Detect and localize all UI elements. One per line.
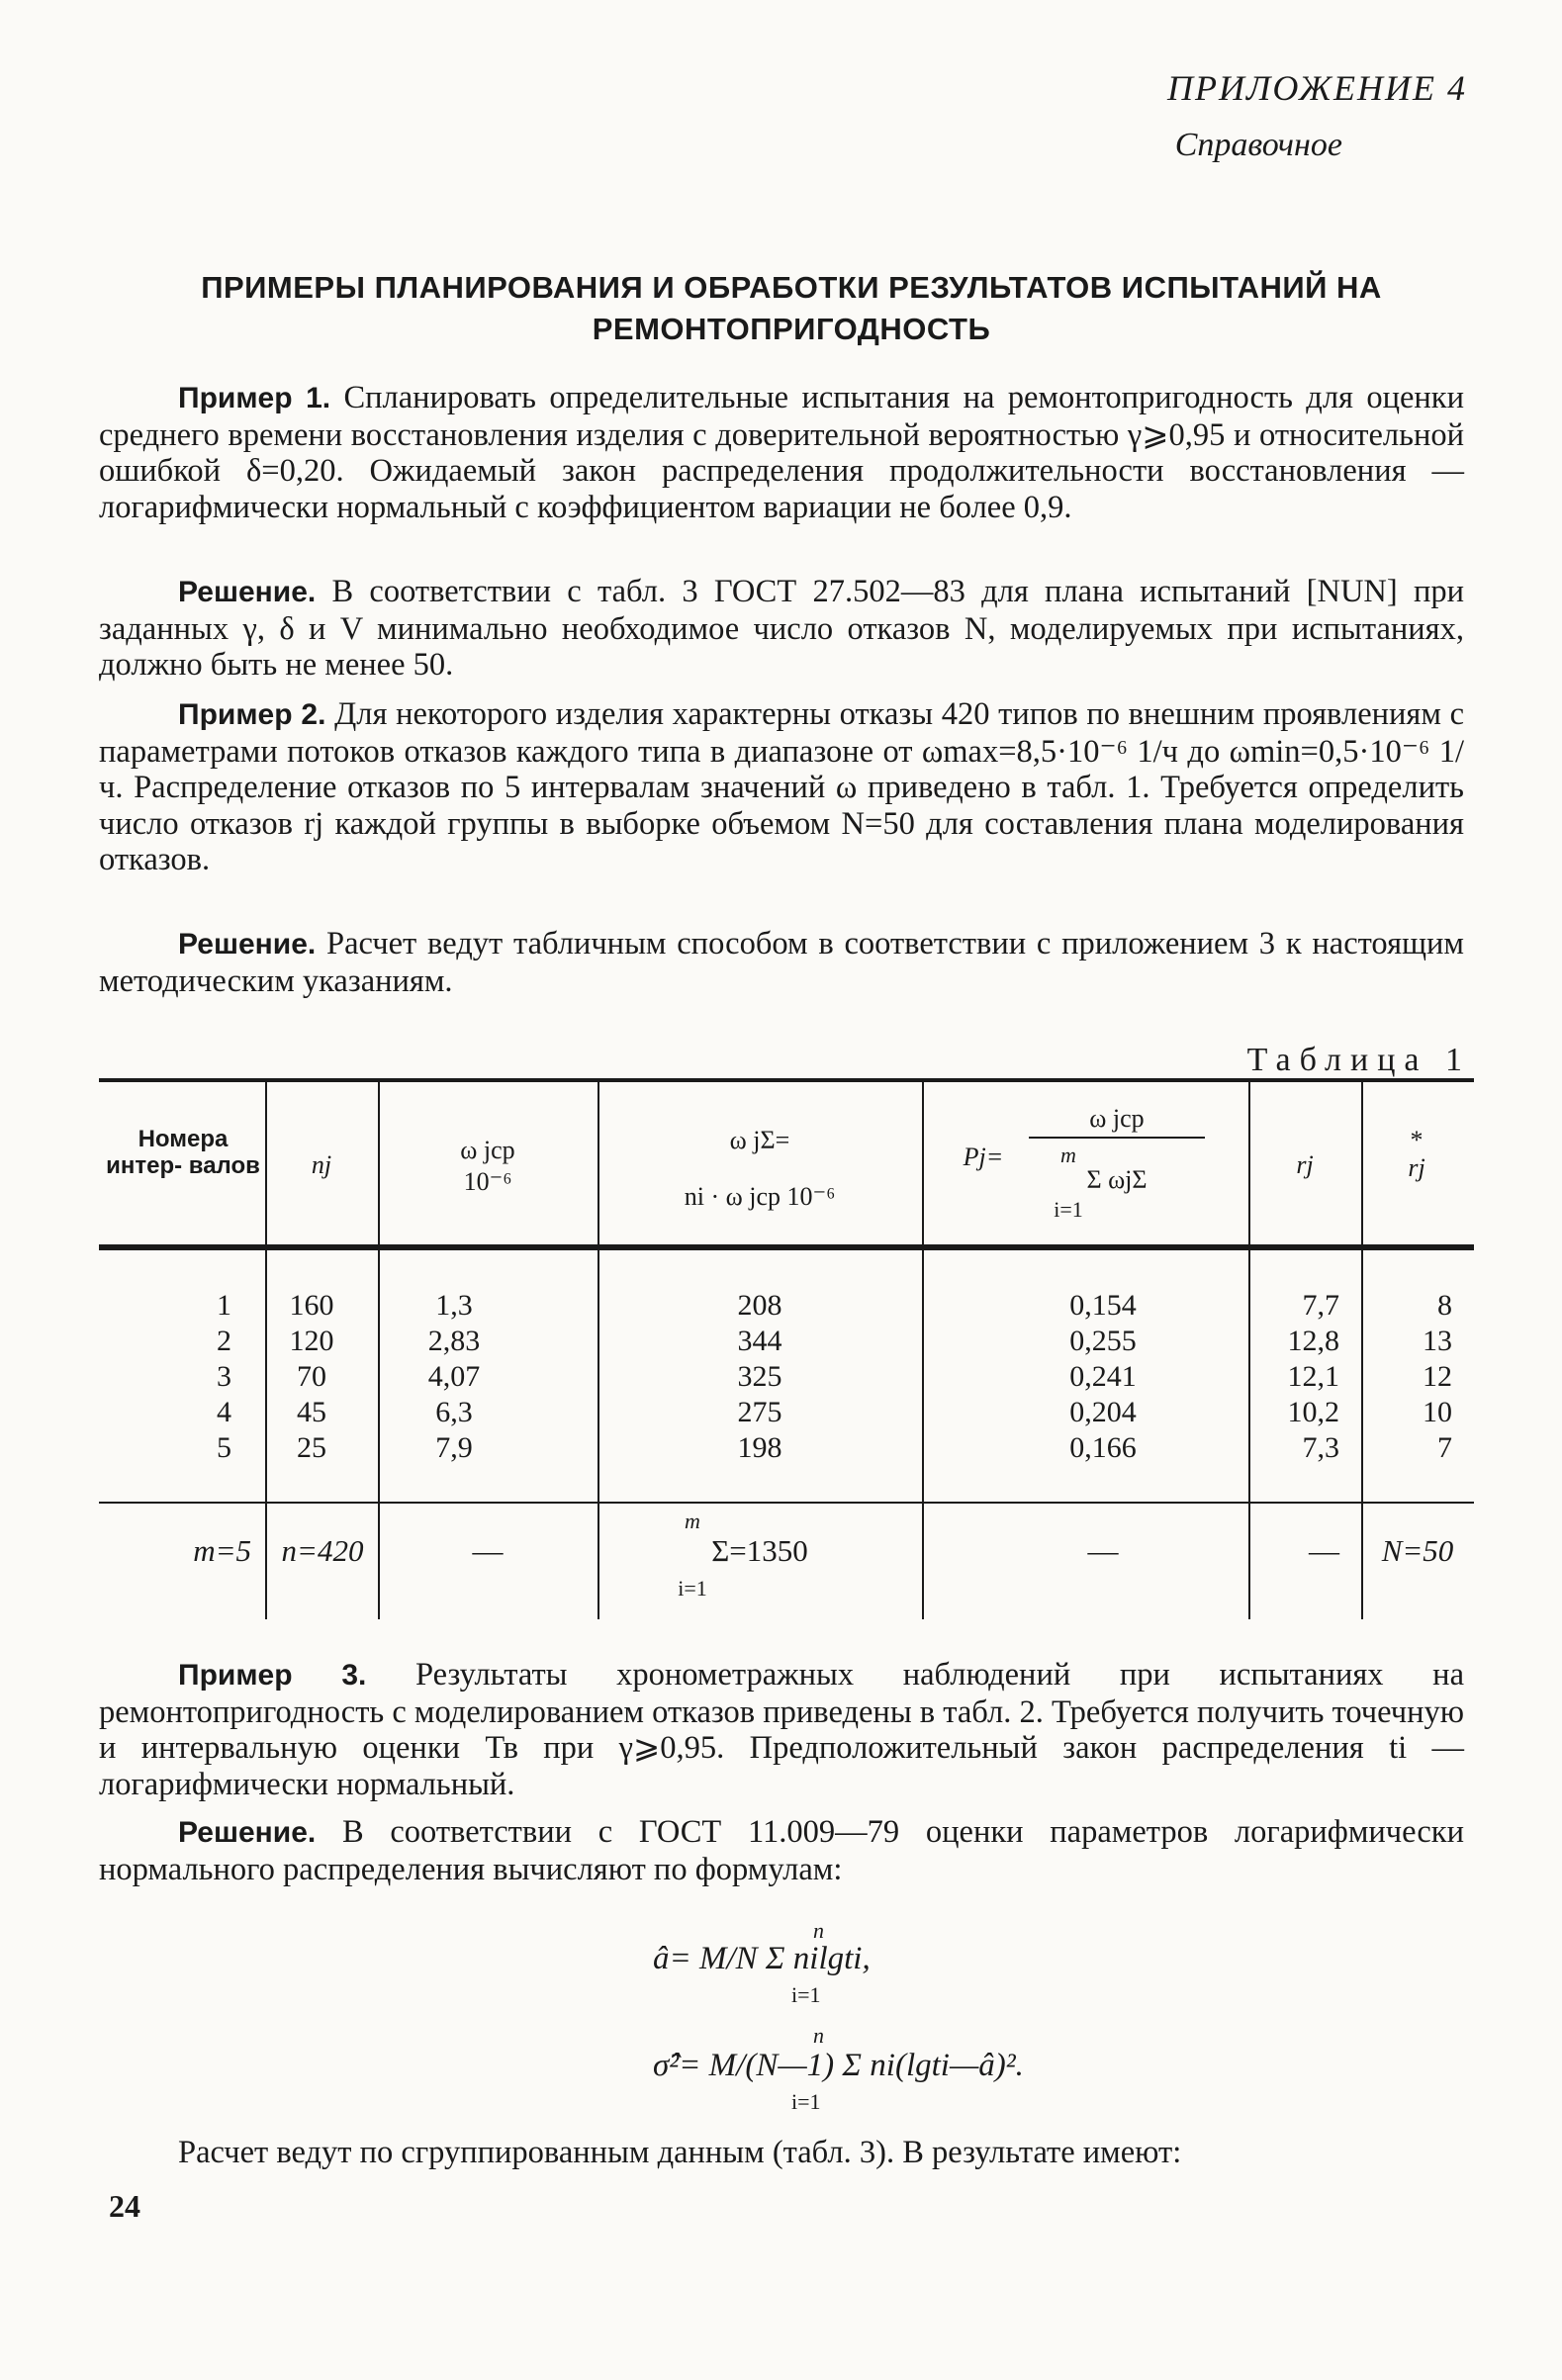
formula-2-upper: n	[813, 2023, 824, 2048]
solution-1-lead: Решение.	[178, 576, 317, 608]
example-3-text: Результаты хронометражных наблюдений при испытаниях на ремонтопригодность с моделированием отказов приведены в табл. 2. Требуется получить точечную и интервальную оценки Тв при γ⩾0,95. Предположительный закон распределения ti — логарифмически нормальный.	[99, 1657, 1464, 1802]
table-row-2-rs: 13	[1423, 1325, 1452, 1357]
header-pj-denominator: Σ ωjΣ	[1086, 1165, 1148, 1194]
solution-3-text: В соответствии с ГОСТ 11.009—79 оценки параметров логарифмически нормального распределения вычисляют по формулам:	[99, 1814, 1464, 1887]
example-1	[99, 380, 1464, 525]
table-row-1-p: 0,154	[1069, 1289, 1137, 1322]
header-pj-denominator-top: m	[1060, 1143, 1076, 1167]
header-omega-jcp: ω jcp	[460, 1136, 515, 1164]
table-row-1-rs: 8	[1437, 1289, 1452, 1322]
totals-r: —	[1309, 1533, 1339, 1568]
table-row-1-n: 1	[217, 1289, 231, 1322]
appendix-label: ПРИЛОЖЕНИЕ 4	[1167, 68, 1467, 108]
table-row-5-nj: 25	[297, 1431, 326, 1464]
page-number: 24	[109, 2188, 140, 2224]
table-row-1-w: 1,3	[435, 1289, 473, 1322]
table-row-3-nj: 70	[297, 1360, 326, 1393]
table-row-2-r: 12,8	[1287, 1325, 1339, 1357]
header-rj-star-mark: *	[1410, 1126, 1424, 1154]
header-omega-jsum-formula: ni · ω jcp 10⁻⁶	[684, 1182, 836, 1211]
table-row-4-n: 4	[217, 1396, 231, 1428]
header-rj: rj	[1296, 1150, 1314, 1179]
header-omega-jcp-scale: 10⁻⁶	[463, 1167, 512, 1196]
table-row-3-w: 4,07	[427, 1360, 481, 1393]
totals-n: n=420	[281, 1533, 364, 1568]
table-row-2-ws: 344	[737, 1325, 782, 1357]
totals-m: m=5	[193, 1533, 251, 1568]
table-row-1-nj: 160	[289, 1289, 334, 1322]
header-nj: nj	[311, 1150, 332, 1179]
formula-1-lower: i=1	[791, 1982, 821, 2007]
table-row-2-p: 0,255	[1069, 1325, 1137, 1357]
table-row-5-ws: 198	[737, 1431, 782, 1464]
example-3-lead: Пример 3.	[178, 1659, 367, 1692]
totals-p: —	[1087, 1533, 1119, 1568]
table-row-4-nj: 45	[297, 1396, 326, 1428]
header-pj-numerator: ω jcp	[1089, 1104, 1145, 1133]
table-row-3-n: 3	[217, 1360, 231, 1393]
table-row-5-rs: 7	[1437, 1431, 1452, 1464]
example-2-text: Для некоторого изделия характерны отказы 420 типов по внешним проявлениям с параметрами потоков отказов каждого типа в диапазоне от ωmax=8,5·10⁻⁶ 1/ч до ωmin=0,5·10⁻⁶ 1/ч. Распределение отказов по 5 интервалам значений ω приведено в табл. 1. Требуется определить число отказов rj каждой группы в выборке объемом N=50 для составления плана моделирования отказов.	[99, 696, 1464, 877]
final-text: Расчет ведут по сгруппированным данным (табл. 3). В результате имеют:	[178, 2135, 1182, 2170]
solution-2-lead: Решение.	[178, 928, 317, 961]
table-caption: Таблица 1	[1246, 1042, 1471, 1078]
solution-1	[99, 574, 1464, 684]
table-row-3-rs: 12	[1423, 1360, 1452, 1393]
table-row-3-ws: 325	[737, 1360, 782, 1393]
table-row-4-w: 6,3	[435, 1396, 473, 1428]
formula-2-lower: i=1	[791, 2089, 821, 2114]
page-title: ПРИМЕРЫ ПЛАНИРОВАНИЯ И ОБРАБОТКИ РЕЗУЛЬТАТОВ ИСПЫТАНИЙ НА РЕМОНТОПРИГОДНОСТЬ	[201, 270, 1382, 346]
header-pj-fraction-bar	[1029, 1137, 1205, 1139]
solution-3	[99, 1814, 1464, 1887]
table-row-4-r: 10,2	[1287, 1396, 1339, 1428]
formula-1: â= M/N Σ nilgti,	[653, 1941, 871, 1976]
header-pj-denominator-bottom: i=1	[1054, 1197, 1083, 1222]
solution-3-lead: Решение.	[178, 1816, 317, 1849]
totals-w: —	[472, 1533, 504, 1568]
solution-1-text: В соответствии с табл. 3 ГОСТ 27.502—83 для плана испытаний [NUN] при заданных γ, δ и V минимально необходимое число отказов N, моделируемых при испытаниях, должно быть не менее 50.	[99, 574, 1465, 683]
table-row-5-p: 0,166	[1069, 1431, 1137, 1464]
table-row-4-p: 0,204	[1069, 1396, 1137, 1428]
header-rj-star: rj	[1408, 1153, 1425, 1182]
header-omega-jsum: ω jΣ=	[729, 1126, 790, 1154]
example-1-lead: Пример 1.	[178, 382, 331, 414]
table-row-2-n: 2	[217, 1325, 231, 1357]
formula-1-upper: n	[813, 1918, 824, 1943]
table-row-4-rs: 10	[1423, 1396, 1452, 1428]
table-row-5-n: 5	[217, 1431, 231, 1464]
reference-label: Справочное	[1174, 127, 1342, 163]
table-row-2-w: 2,83	[427, 1325, 481, 1357]
table-row-2-nj: 120	[289, 1325, 334, 1357]
table-row-5-w: 7,9	[435, 1431, 473, 1464]
example-2	[99, 696, 1464, 878]
table-row-4-ws: 275	[737, 1396, 782, 1428]
header-interval-number: Номера интер- валов	[106, 1126, 260, 1179]
table-row-3-r: 12,1	[1287, 1360, 1339, 1393]
totals-ws: Σ=1350	[711, 1533, 808, 1568]
example-2-lead: Пример 2.	[178, 698, 326, 731]
totals-sum-top: m	[685, 1509, 700, 1533]
table-row-1-ws: 208	[737, 1289, 782, 1322]
table-row-5-r: 7,3	[1302, 1431, 1339, 1464]
example-3	[99, 1657, 1464, 1802]
totals-rs: N=50	[1381, 1533, 1454, 1568]
table-row-1-r: 7,7	[1302, 1289, 1339, 1322]
example-1-text: Спланировать определительные испытания на ремонтопригодность для оценки среднего времени восстановления изделия с доверительной вероятностью γ⩾0,95 и относительной ошибкой δ=0,20. Ожидаемый закон распределения продолжительности восстановления — логарифмически нормальный с коэффициентом вариации не более 0,9.	[99, 380, 1464, 525]
solution-2-text: Расчет ведут табличным способом в соответствии с приложением 3 к настоящим методическим указаниям.	[99, 926, 1464, 999]
formula-2: σ̂²= M/(N—1) Σ ni(lgti—â)².	[653, 2048, 1024, 2083]
table-row-3-p: 0,241	[1069, 1360, 1137, 1393]
totals-sum-bottom: i=1	[678, 1576, 707, 1601]
header-pj-label: Pj=	[963, 1143, 1004, 1171]
solution-2	[99, 926, 1464, 999]
